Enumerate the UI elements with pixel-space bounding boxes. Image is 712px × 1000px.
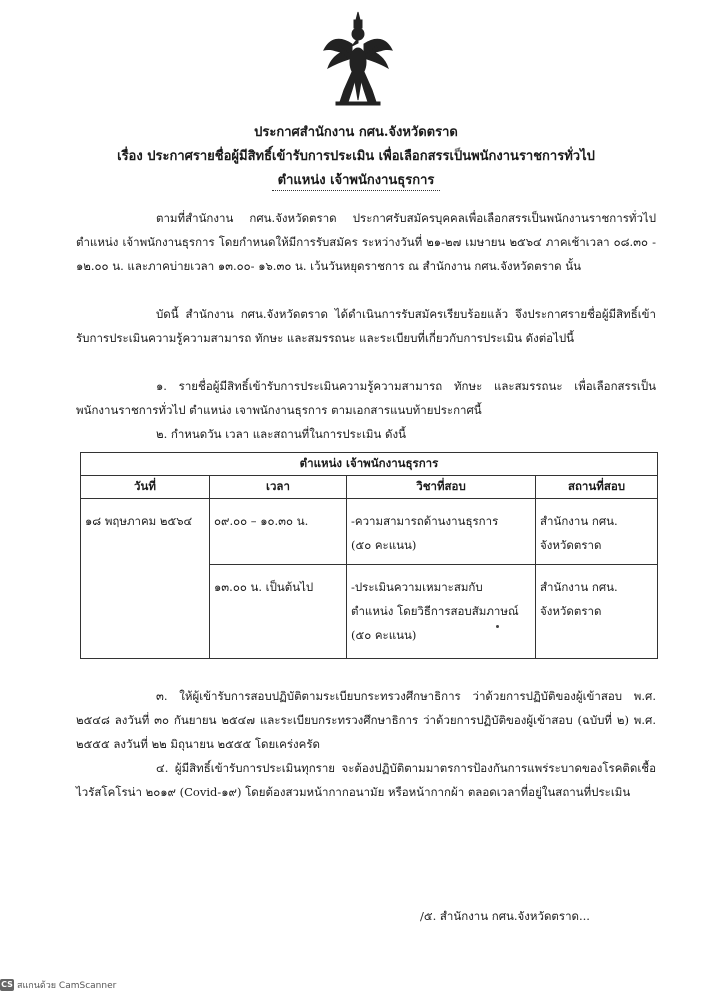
- subject-2-name-cont: ตำแหน่ง โดยวิธีการสอบสัมภาษณ์: [351, 604, 519, 618]
- camscanner-watermark: [0, 978, 116, 992]
- cell-time-1: ๐๙.๐๐ – ๑๐.๓๐ น.: [210, 499, 347, 565]
- continued-reference: /๕. สำนักงาน กศน.จังหวัดตราด...: [420, 909, 590, 923]
- header-date: วันที่: [81, 476, 210, 499]
- subject-1-score: (๕๐ คะแนน): [351, 538, 417, 552]
- place-1-line1: สำนักงาน กศน.: [540, 514, 618, 528]
- cell-subject-2: [347, 565, 536, 659]
- item-3: ๓. ให้ผู้เข้ารับการสอบปฏิบัติตามระเบียบกระทรวงศึกษาธิการ ว่าด้วยการปฏิบัติของผู้เข้าสอบ พ.ศ. ๒๕๔๘ ลงวันที่ ๓๐ กันยายน ๒๕๔๗ และระเบียบกระทรวงศึกษาธิการ ว่าด้วยการปฏิบัติของผู้เข้าสอบ (ฉบับที่ ๒) พ.ศ. ๒๕๕๕ ลงวันที่ ๒๒ มิถุนายน ๒๕๕๕ โดยเคร่งครัด: [76, 689, 656, 751]
- place-2-line2: จังหวัดตราด: [540, 604, 602, 618]
- subject-2-score: (๕๐ คะแนน): [351, 628, 417, 642]
- announcement-subject: เรื่อง ประกาศรายชื่อผู้มีสิทธิ์เข้ารับการประเมิน เพื่อเลือกสรรเป็นพนักงานราชการทั่วไป: [117, 149, 595, 164]
- garuda-emblem-icon: [322, 10, 394, 110]
- item-1: ๑. รายชื่อผู้มีสิทธิ์เข้ารับการประเมินความรู้ความสามารถ ทักษะ และสมรรถนะ เพื่อเลือกสรรเป็นพนักงานราชการทั่วไป ตำแหน่ง เจาพนักงานธุรการ ตามเอกสารแนบท้ายประกาศนี้: [76, 379, 656, 417]
- cell-time-2: ๑๓.๐๐ น. เป็นต้นไป: [210, 565, 347, 659]
- cell-date: ๑๘ พฤษภาคม ๒๕๖๔: [81, 499, 210, 659]
- subject-1-name: -ความสามารถด้านงานธุรการ: [351, 514, 499, 528]
- place-2-line1: สำนักงาน กศน.: [540, 580, 618, 594]
- divider-dots: [272, 190, 440, 191]
- item-4: ๔. ผู้มีสิทธิ์เข้ารับการประเมินทุกราย จะต้องปฏิบัติตามมาตรการป้องกันการแพร่ระบาดของโรคติดเชื้อไวรัสโคโรน่า ๒๐๑๙ (Covid-๑๙) โดยต้องสวมหน้ากากอนามัย หรือหน้ากากผ้า ตลอดเวลาที่อยู่ในสถานที่ประเมิน: [76, 761, 656, 799]
- camscanner-text: สแกนด้วย CamScanner: [17, 981, 117, 991]
- stray-mark: [496, 625, 499, 628]
- announcement-position: ตำแหน่ง เจ้าพนักงานธุรการ: [277, 173, 435, 188]
- header-place: สถานที่สอบ: [536, 476, 658, 499]
- table-title: ตำแหน่ง เจ้าพนักงานธุรการ: [81, 453, 658, 476]
- header-time: เวลา: [210, 476, 347, 499]
- paragraph-announcement: บัดนี้ สำนักงาน กศน.จังหวัดตราด ได้ดำเนินการรับสมัครเรียบร้อยแล้ว จึงประกาศรายชื่อผู้มีสิทธิ์เข้ารับการประเมินความรู้ความสามารถ ทักษะ และสมรรถนะ และระเบียบที่เกี่ยวกับการประเมิน ดังต่อไปนี้: [76, 307, 656, 345]
- schedule-table: [80, 452, 658, 659]
- place-1-line2: จังหวัดตราด: [540, 538, 602, 552]
- cell-place-2: [536, 565, 658, 659]
- item-2: ๒. กำหนดวัน เวลา และสถานที่ในการประเมิน ดังนี้: [156, 427, 406, 441]
- paragraph-intro: ตามที่สำนักงาน กศน.จังหวัดตราด ประกาศรับสมัครบุคคลเพื่อเลือกสรรเป็นพนักงานราชการทั่วไป ตำแหน่ง เจ้าพนักงานธุรการ โดยกำหนดให้มีการรับสมัคร ระหว่างวันที่ ๒๑-๒๗ เมษายน ๒๕๖๔ ภาคเช้าเวลา ๐๘.๓๐ - ๑๒.๐๐ น. และภาคบ่ายเวลา ๑๓.๐๐- ๑๖.๓๐ น. เว้นวันหยุดราชการ ณ สำนักงาน กศน.จังหวัดตราด นั้น: [76, 211, 656, 273]
- header-subject: วิชาที่สอบ: [347, 476, 536, 499]
- subject-2-name: -ประเมินความเหมาะสมกับ: [351, 580, 483, 594]
- announcement-title: ประกาศสำนักงาน กศน.จังหวัดตราด: [254, 125, 458, 140]
- cell-place-1: [536, 499, 658, 565]
- cell-subject-1: [347, 499, 536, 565]
- camscanner-logo-icon: CS: [1, 980, 13, 989]
